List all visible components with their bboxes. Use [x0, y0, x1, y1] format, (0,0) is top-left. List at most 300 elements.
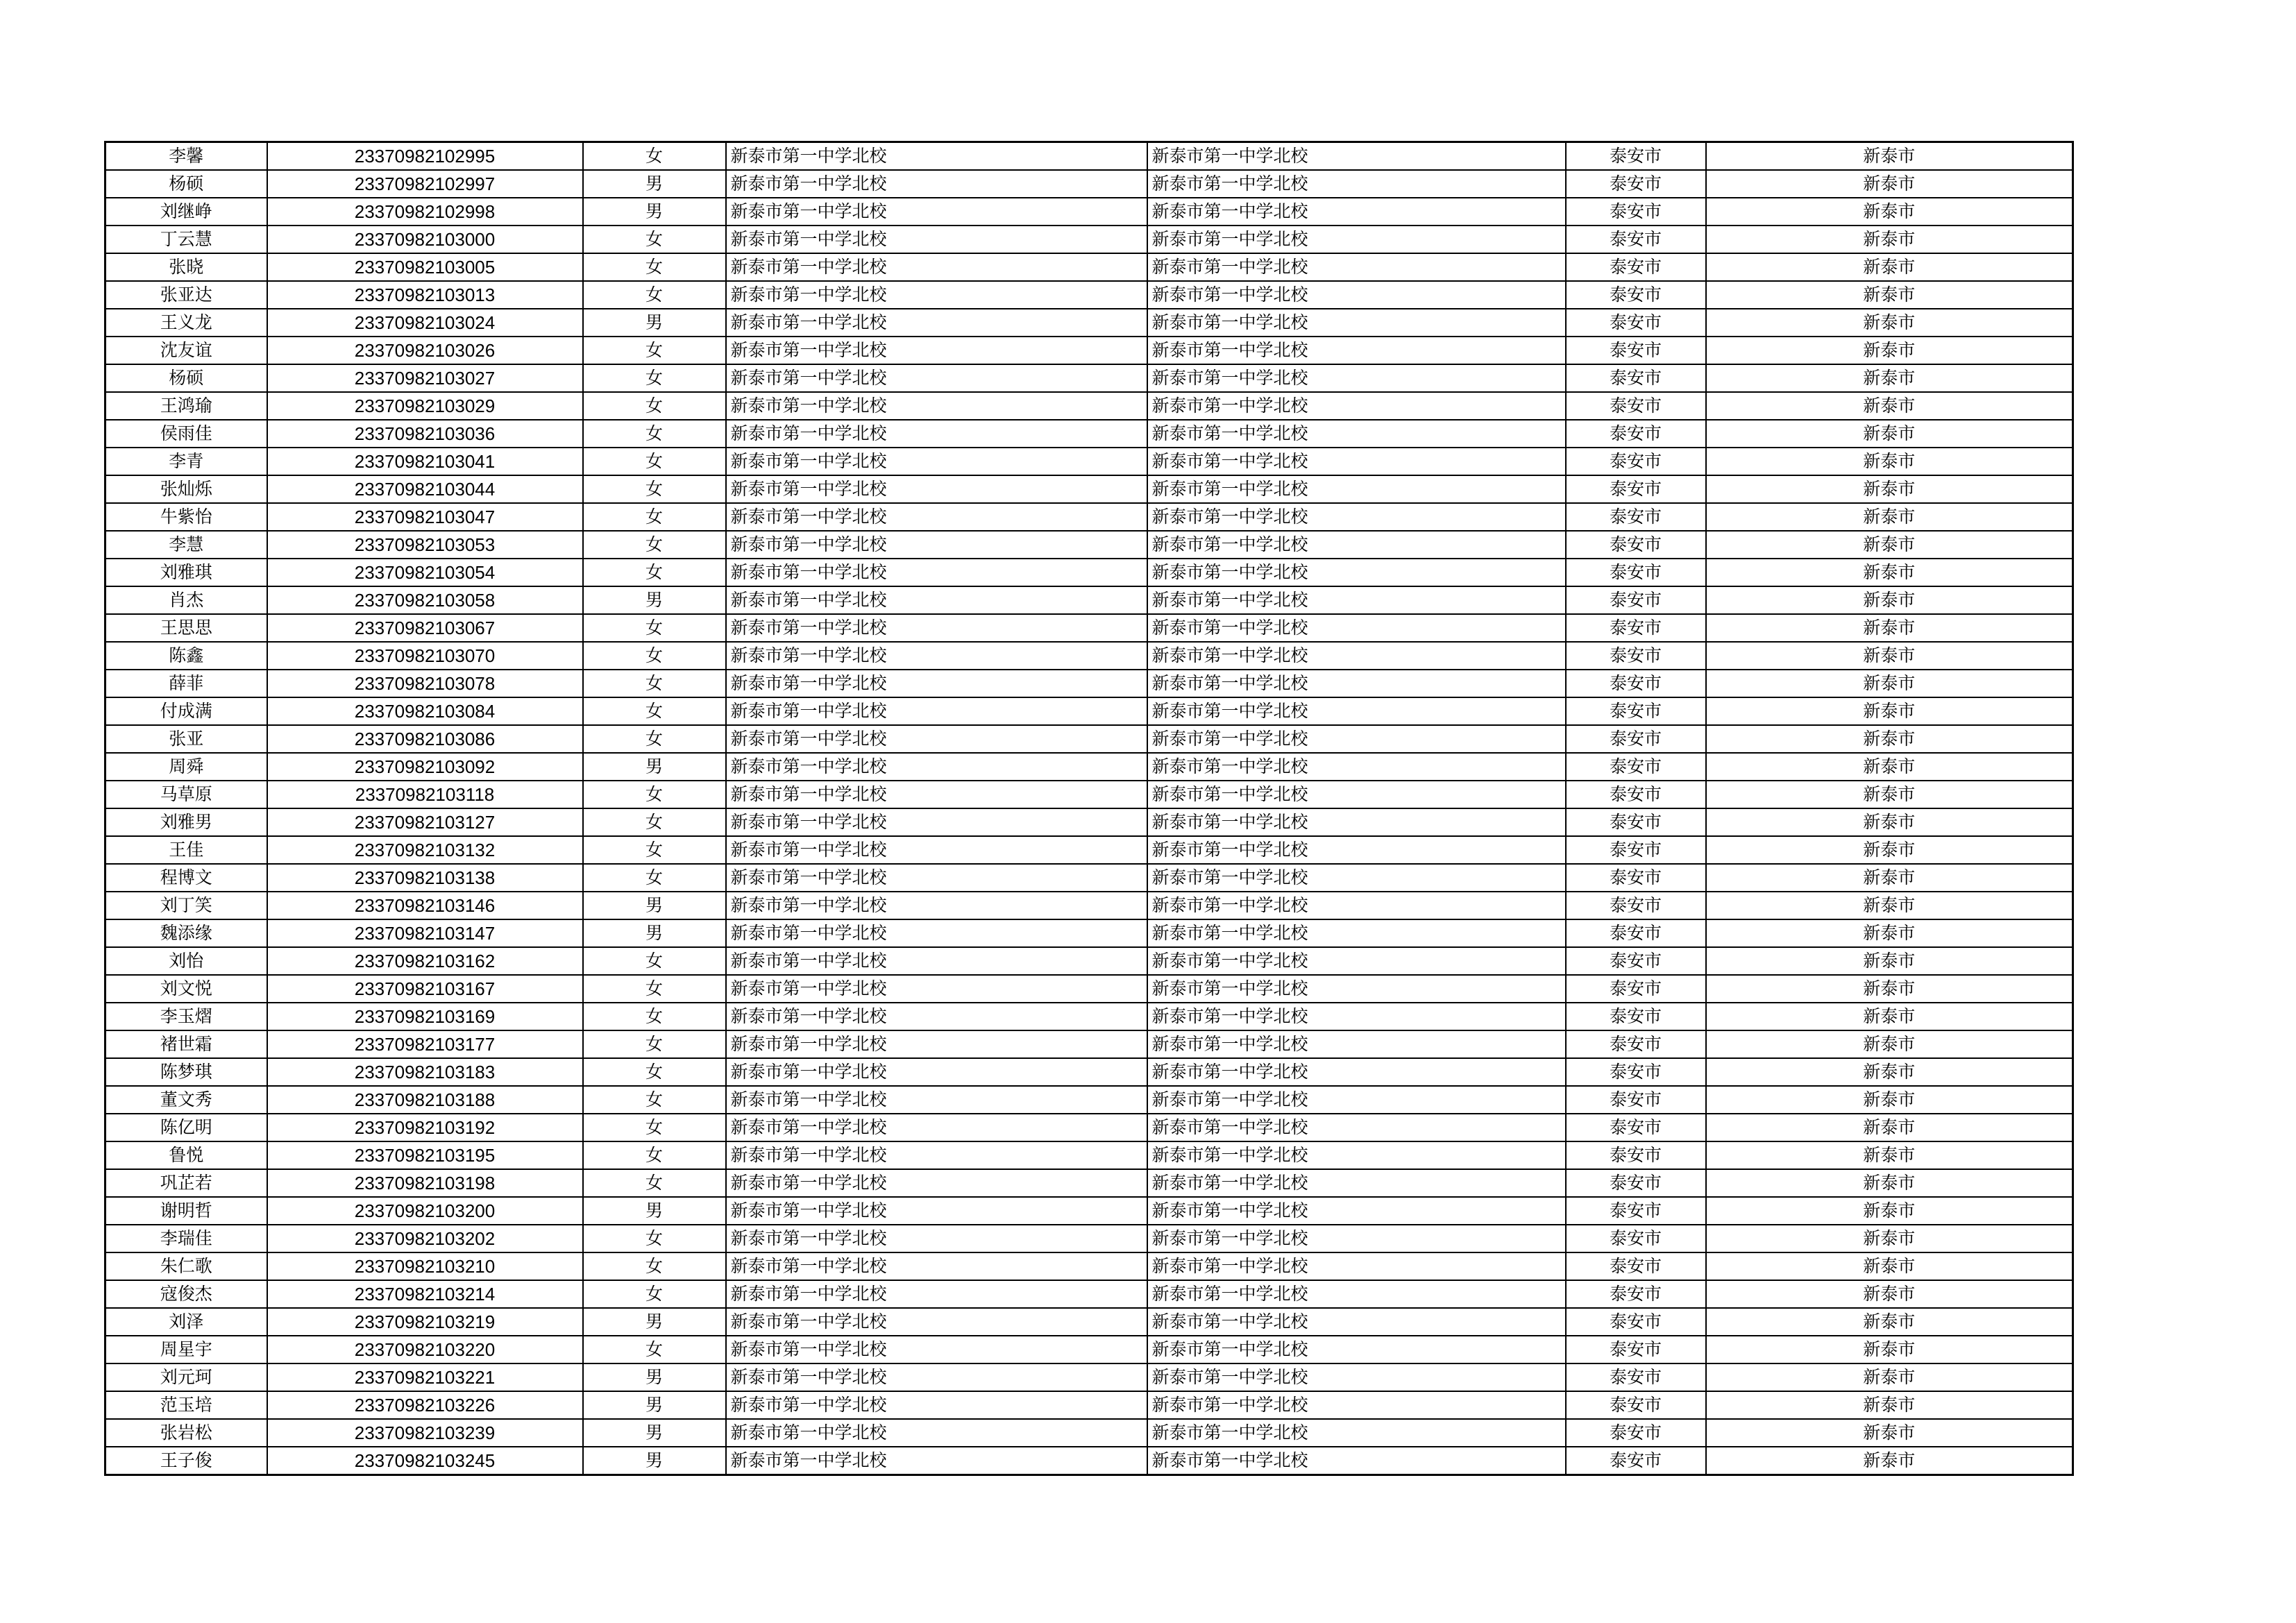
registration-school-cell: 新泰市第一中学北校	[1147, 1363, 1566, 1391]
registration-school-cell: 新泰市第一中学北校	[1147, 1030, 1566, 1058]
exam-id-cell: 23370982103169	[267, 1003, 583, 1030]
county-cell: 新泰市	[1706, 1030, 2073, 1058]
city-cell: 泰安市	[1566, 1336, 1706, 1363]
county-cell: 新泰市	[1706, 503, 2073, 531]
county-cell: 新泰市	[1706, 1003, 2073, 1030]
gender-cell: 女	[583, 614, 726, 642]
gender-cell: 女	[583, 1280, 726, 1308]
name-cell: 程博文	[105, 864, 267, 892]
student-list-table	[104, 141, 2074, 1476]
exam-id-cell: 23370982103013	[267, 281, 583, 309]
table-row	[105, 170, 2073, 198]
table-row	[105, 808, 2073, 836]
school-cell: 新泰市第一中学北校	[726, 808, 1147, 836]
city-cell: 泰安市	[1566, 1197, 1706, 1225]
name-cell: 董文秀	[105, 1086, 267, 1114]
table-row	[105, 503, 2073, 531]
county-cell: 新泰市	[1706, 892, 2073, 919]
name-cell: 马草原	[105, 781, 267, 808]
city-cell: 泰安市	[1566, 1141, 1706, 1169]
county-cell: 新泰市	[1706, 448, 2073, 475]
gender-cell: 女	[583, 670, 726, 697]
table-row	[105, 753, 2073, 781]
school-cell: 新泰市第一中学北校	[726, 170, 1147, 198]
name-cell: 刘怡	[105, 947, 267, 975]
exam-id-cell: 23370982103027	[267, 364, 583, 392]
exam-id-cell: 23370982103044	[267, 475, 583, 503]
exam-id-cell: 23370982103192	[267, 1114, 583, 1141]
city-cell: 泰安市	[1566, 947, 1706, 975]
exam-id-cell: 23370982103058	[267, 586, 583, 614]
name-cell: 李青	[105, 448, 267, 475]
county-cell: 新泰市	[1706, 1197, 2073, 1225]
exam-id-cell: 23370982103188	[267, 1086, 583, 1114]
school-cell: 新泰市第一中学北校	[726, 1058, 1147, 1086]
exam-id-cell: 23370982103005	[267, 253, 583, 281]
registration-school-cell: 新泰市第一中学北校	[1147, 1419, 1566, 1447]
table-row	[105, 1308, 2073, 1336]
city-cell: 泰安市	[1566, 1447, 1706, 1475]
gender-cell: 女	[583, 337, 726, 364]
name-cell: 薛菲	[105, 670, 267, 697]
table-row	[105, 1058, 2073, 1086]
gender-cell: 女	[583, 364, 726, 392]
exam-id-cell: 23370982103214	[267, 1280, 583, 1308]
school-cell: 新泰市第一中学北校	[726, 364, 1147, 392]
city-cell: 泰安市	[1566, 1308, 1706, 1336]
table-row	[105, 1169, 2073, 1197]
school-cell: 新泰市第一中学北校	[726, 531, 1147, 559]
registration-school-cell: 新泰市第一中学北校	[1147, 253, 1566, 281]
gender-cell: 男	[583, 919, 726, 947]
city-cell: 泰安市	[1566, 919, 1706, 947]
registration-school-cell: 新泰市第一中学北校	[1147, 420, 1566, 448]
name-cell: 寇俊杰	[105, 1280, 267, 1308]
school-cell: 新泰市第一中学北校	[726, 392, 1147, 420]
county-cell: 新泰市	[1706, 420, 2073, 448]
registration-school-cell: 新泰市第一中学北校	[1147, 475, 1566, 503]
school-cell: 新泰市第一中学北校	[726, 1391, 1147, 1419]
registration-school-cell: 新泰市第一中学北校	[1147, 392, 1566, 420]
exam-id-cell: 23370982103195	[267, 1141, 583, 1169]
exam-id-cell: 23370982103162	[267, 947, 583, 975]
table-row	[105, 448, 2073, 475]
county-cell: 新泰市	[1706, 642, 2073, 670]
county-cell: 新泰市	[1706, 475, 2073, 503]
city-cell: 泰安市	[1566, 1363, 1706, 1391]
gender-cell: 女	[583, 947, 726, 975]
city-cell: 泰安市	[1566, 697, 1706, 725]
table-row	[105, 697, 2073, 725]
school-cell: 新泰市第一中学北校	[726, 947, 1147, 975]
gender-cell: 男	[583, 309, 726, 337]
city-cell: 泰安市	[1566, 725, 1706, 753]
city-cell: 泰安市	[1566, 670, 1706, 697]
gender-cell: 女	[583, 642, 726, 670]
city-cell: 泰安市	[1566, 420, 1706, 448]
table-row	[105, 1280, 2073, 1308]
school-cell: 新泰市第一中学北校	[726, 309, 1147, 337]
table-row	[105, 1003, 2073, 1030]
county-cell: 新泰市	[1706, 531, 2073, 559]
table-row	[105, 142, 2073, 171]
registration-school-cell: 新泰市第一中学北校	[1147, 226, 1566, 253]
county-cell: 新泰市	[1706, 309, 2073, 337]
exam-id-cell: 23370982103219	[267, 1308, 583, 1336]
table-row	[105, 364, 2073, 392]
city-cell: 泰安市	[1566, 808, 1706, 836]
gender-cell: 男	[583, 586, 726, 614]
registration-school-cell: 新泰市第一中学北校	[1147, 309, 1566, 337]
registration-school-cell: 新泰市第一中学北校	[1147, 364, 1566, 392]
registration-school-cell: 新泰市第一中学北校	[1147, 1447, 1566, 1475]
exam-id-cell: 23370982103220	[267, 1336, 583, 1363]
name-cell: 陈鑫	[105, 642, 267, 670]
county-cell: 新泰市	[1706, 337, 2073, 364]
table-row	[105, 1447, 2073, 1475]
school-cell: 新泰市第一中学北校	[726, 503, 1147, 531]
school-cell: 新泰市第一中学北校	[726, 281, 1147, 309]
county-cell: 新泰市	[1706, 697, 2073, 725]
exam-id-cell: 23370982103146	[267, 892, 583, 919]
exam-id-cell: 23370982103024	[267, 309, 583, 337]
gender-cell: 女	[583, 559, 726, 586]
school-cell: 新泰市第一中学北校	[726, 1030, 1147, 1058]
school-cell: 新泰市第一中学北校	[726, 420, 1147, 448]
school-cell: 新泰市第一中学北校	[726, 142, 1147, 171]
school-cell: 新泰市第一中学北校	[726, 1363, 1147, 1391]
name-cell: 张灿烁	[105, 475, 267, 503]
exam-id-cell: 23370982103092	[267, 753, 583, 781]
gender-cell: 女	[583, 697, 726, 725]
table-row	[105, 1252, 2073, 1280]
table-row	[105, 642, 2073, 670]
school-cell: 新泰市第一中学北校	[726, 1003, 1147, 1030]
name-cell: 付成满	[105, 697, 267, 725]
table-row	[105, 670, 2073, 697]
gender-cell: 女	[583, 1225, 726, 1252]
county-cell: 新泰市	[1706, 392, 2073, 420]
registration-school-cell: 新泰市第一中学北校	[1147, 281, 1566, 309]
registration-school-cell: 新泰市第一中学北校	[1147, 614, 1566, 642]
county-cell: 新泰市	[1706, 1252, 2073, 1280]
table-row	[105, 1336, 2073, 1363]
registration-school-cell: 新泰市第一中学北校	[1147, 1280, 1566, 1308]
city-cell: 泰安市	[1566, 142, 1706, 171]
registration-school-cell: 新泰市第一中学北校	[1147, 1169, 1566, 1197]
registration-school-cell: 新泰市第一中学北校	[1147, 198, 1566, 226]
name-cell: 王思思	[105, 614, 267, 642]
gender-cell: 女	[583, 1086, 726, 1114]
exam-id-cell: 23370982103127	[267, 808, 583, 836]
school-cell: 新泰市第一中学北校	[726, 864, 1147, 892]
table-row	[105, 1086, 2073, 1114]
city-cell: 泰安市	[1566, 614, 1706, 642]
county-cell: 新泰市	[1706, 1336, 2073, 1363]
table-row	[105, 1197, 2073, 1225]
school-cell: 新泰市第一中学北校	[726, 1225, 1147, 1252]
registration-school-cell: 新泰市第一中学北校	[1147, 170, 1566, 198]
exam-id-cell: 23370982103084	[267, 697, 583, 725]
school-cell: 新泰市第一中学北校	[726, 1169, 1147, 1197]
city-cell: 泰安市	[1566, 1003, 1706, 1030]
registration-school-cell: 新泰市第一中学北校	[1147, 697, 1566, 725]
table-row	[105, 420, 2073, 448]
city-cell: 泰安市	[1566, 836, 1706, 864]
gender-cell: 男	[583, 198, 726, 226]
gender-cell: 女	[583, 475, 726, 503]
registration-school-cell: 新泰市第一中学北校	[1147, 1197, 1566, 1225]
exam-id-cell: 23370982103047	[267, 503, 583, 531]
gender-cell: 男	[583, 1419, 726, 1447]
gender-cell: 男	[583, 1391, 726, 1419]
county-cell: 新泰市	[1706, 1058, 2073, 1086]
county-cell: 新泰市	[1706, 559, 2073, 586]
county-cell: 新泰市	[1706, 1419, 2073, 1447]
exam-id-cell: 23370982103210	[267, 1252, 583, 1280]
gender-cell: 男	[583, 892, 726, 919]
exam-id-cell: 23370982103221	[267, 1363, 583, 1391]
exam-id-cell: 23370982103000	[267, 226, 583, 253]
school-cell: 新泰市第一中学北校	[726, 1308, 1147, 1336]
county-cell: 新泰市	[1706, 281, 2073, 309]
exam-id-cell: 23370982103026	[267, 337, 583, 364]
city-cell: 泰安市	[1566, 475, 1706, 503]
gender-cell: 女	[583, 808, 726, 836]
name-cell: 刘丁笑	[105, 892, 267, 919]
school-cell: 新泰市第一中学北校	[726, 1141, 1147, 1169]
city-cell: 泰安市	[1566, 892, 1706, 919]
school-cell: 新泰市第一中学北校	[726, 1086, 1147, 1114]
registration-school-cell: 新泰市第一中学北校	[1147, 1308, 1566, 1336]
city-cell: 泰安市	[1566, 559, 1706, 586]
city-cell: 泰安市	[1566, 198, 1706, 226]
table-body	[105, 142, 2073, 1475]
name-cell: 牛紫怡	[105, 503, 267, 531]
name-cell: 李瑞佳	[105, 1225, 267, 1252]
table-row	[105, 309, 2073, 337]
registration-school-cell: 新泰市第一中学北校	[1147, 1058, 1566, 1086]
registration-school-cell: 新泰市第一中学北校	[1147, 642, 1566, 670]
county-cell: 新泰市	[1706, 864, 2073, 892]
city-cell: 泰安市	[1566, 1086, 1706, 1114]
exam-id-cell: 23370982103086	[267, 725, 583, 753]
exam-id-cell: 23370982103029	[267, 392, 583, 420]
gender-cell: 女	[583, 531, 726, 559]
school-cell: 新泰市第一中学北校	[726, 1197, 1147, 1225]
name-cell: 朱仁歌	[105, 1252, 267, 1280]
county-cell: 新泰市	[1706, 1169, 2073, 1197]
gender-cell: 女	[583, 781, 726, 808]
county-cell: 新泰市	[1706, 836, 2073, 864]
school-cell: 新泰市第一中学北校	[726, 1114, 1147, 1141]
name-cell: 陈梦琪	[105, 1058, 267, 1086]
city-cell: 泰安市	[1566, 531, 1706, 559]
name-cell: 肖杰	[105, 586, 267, 614]
school-cell: 新泰市第一中学北校	[726, 198, 1147, 226]
table-row	[105, 226, 2073, 253]
school-cell: 新泰市第一中学北校	[726, 892, 1147, 919]
table-row	[105, 836, 2073, 864]
gender-cell: 女	[583, 1114, 726, 1141]
registration-school-cell: 新泰市第一中学北校	[1147, 836, 1566, 864]
school-cell: 新泰市第一中学北校	[726, 448, 1147, 475]
table-row	[105, 559, 2073, 586]
name-cell: 范玉培	[105, 1391, 267, 1419]
registration-school-cell: 新泰市第一中学北校	[1147, 892, 1566, 919]
county-cell: 新泰市	[1706, 614, 2073, 642]
county-cell: 新泰市	[1706, 142, 2073, 171]
city-cell: 泰安市	[1566, 281, 1706, 309]
county-cell: 新泰市	[1706, 170, 2073, 198]
county-cell: 新泰市	[1706, 1114, 2073, 1141]
gender-cell: 女	[583, 420, 726, 448]
gender-cell: 女	[583, 448, 726, 475]
school-cell: 新泰市第一中学北校	[726, 475, 1147, 503]
gender-cell: 女	[583, 1141, 726, 1169]
exam-id-cell: 23370982102998	[267, 198, 583, 226]
name-cell: 鲁悦	[105, 1141, 267, 1169]
school-cell: 新泰市第一中学北校	[726, 975, 1147, 1003]
county-cell: 新泰市	[1706, 753, 2073, 781]
city-cell: 泰安市	[1566, 448, 1706, 475]
name-cell: 侯雨佳	[105, 420, 267, 448]
exam-id-cell: 23370982103202	[267, 1225, 583, 1252]
registration-school-cell: 新泰市第一中学北校	[1147, 919, 1566, 947]
county-cell: 新泰市	[1706, 670, 2073, 697]
school-cell: 新泰市第一中学北校	[726, 836, 1147, 864]
registration-school-cell: 新泰市第一中学北校	[1147, 725, 1566, 753]
county-cell: 新泰市	[1706, 1280, 2073, 1308]
county-cell: 新泰市	[1706, 226, 2073, 253]
city-cell: 泰安市	[1566, 364, 1706, 392]
county-cell: 新泰市	[1706, 1447, 2073, 1475]
table-row	[105, 781, 2073, 808]
name-cell: 丁云慧	[105, 226, 267, 253]
county-cell: 新泰市	[1706, 1086, 2073, 1114]
county-cell: 新泰市	[1706, 364, 2073, 392]
table-row	[105, 1141, 2073, 1169]
gender-cell: 女	[583, 226, 726, 253]
exam-id-cell: 23370982103167	[267, 975, 583, 1003]
county-cell: 新泰市	[1706, 1391, 2073, 1419]
table-row	[105, 586, 2073, 614]
school-cell: 新泰市第一中学北校	[726, 614, 1147, 642]
exam-id-cell: 23370982103183	[267, 1058, 583, 1086]
name-cell: 李玉熠	[105, 1003, 267, 1030]
registration-school-cell: 新泰市第一中学北校	[1147, 1225, 1566, 1252]
name-cell: 张岩松	[105, 1419, 267, 1447]
table-row	[105, 281, 2073, 309]
city-cell: 泰安市	[1566, 1225, 1706, 1252]
name-cell: 刘泽	[105, 1308, 267, 1336]
city-cell: 泰安市	[1566, 226, 1706, 253]
exam-id-cell: 23370982103054	[267, 559, 583, 586]
exam-id-cell: 23370982103177	[267, 1030, 583, 1058]
gender-cell: 女	[583, 975, 726, 1003]
county-cell: 新泰市	[1706, 198, 2073, 226]
table-row	[105, 1391, 2073, 1419]
school-cell: 新泰市第一中学北校	[726, 919, 1147, 947]
gender-cell: 男	[583, 170, 726, 198]
county-cell: 新泰市	[1706, 947, 2073, 975]
school-cell: 新泰市第一中学北校	[726, 1336, 1147, 1363]
school-cell: 新泰市第一中学北校	[726, 1280, 1147, 1308]
registration-school-cell: 新泰市第一中学北校	[1147, 670, 1566, 697]
name-cell: 魏添缘	[105, 919, 267, 947]
gender-cell: 女	[583, 281, 726, 309]
school-cell: 新泰市第一中学北校	[726, 337, 1147, 364]
table-row	[105, 1225, 2073, 1252]
table-row	[105, 253, 2073, 281]
gender-cell: 女	[583, 503, 726, 531]
name-cell: 沈友谊	[105, 337, 267, 364]
name-cell: 李馨	[105, 142, 267, 171]
school-cell: 新泰市第一中学北校	[726, 1447, 1147, 1475]
city-cell: 泰安市	[1566, 753, 1706, 781]
registration-school-cell: 新泰市第一中学北校	[1147, 975, 1566, 1003]
name-cell: 陈亿明	[105, 1114, 267, 1141]
table-row	[105, 1419, 2073, 1447]
city-cell: 泰安市	[1566, 392, 1706, 420]
city-cell: 泰安市	[1566, 1030, 1706, 1058]
exam-id-cell: 23370982103053	[267, 531, 583, 559]
county-cell: 新泰市	[1706, 1225, 2073, 1252]
school-cell: 新泰市第一中学北校	[726, 753, 1147, 781]
table-row	[105, 614, 2073, 642]
school-cell: 新泰市第一中学北校	[726, 725, 1147, 753]
exam-id-cell: 23370982103078	[267, 670, 583, 697]
exam-id-cell: 23370982103147	[267, 919, 583, 947]
exam-id-cell: 23370982103198	[267, 1169, 583, 1197]
city-cell: 泰安市	[1566, 337, 1706, 364]
registration-school-cell: 新泰市第一中学北校	[1147, 448, 1566, 475]
registration-school-cell: 新泰市第一中学北校	[1147, 586, 1566, 614]
city-cell: 泰安市	[1566, 1252, 1706, 1280]
table-row	[105, 1363, 2073, 1391]
exam-id-cell: 23370982103118	[267, 781, 583, 808]
county-cell: 新泰市	[1706, 586, 2073, 614]
city-cell: 泰安市	[1566, 781, 1706, 808]
table-row	[105, 975, 2073, 1003]
name-cell: 王义龙	[105, 309, 267, 337]
name-cell: 王子俊	[105, 1447, 267, 1475]
table-row	[105, 475, 2073, 503]
school-cell: 新泰市第一中学北校	[726, 253, 1147, 281]
table-row	[105, 198, 2073, 226]
name-cell: 周星宇	[105, 1336, 267, 1363]
name-cell: 巩芷若	[105, 1169, 267, 1197]
gender-cell: 男	[583, 1308, 726, 1336]
registration-school-cell: 新泰市第一中学北校	[1147, 864, 1566, 892]
gender-cell: 男	[583, 1197, 726, 1225]
registration-school-cell: 新泰市第一中学北校	[1147, 142, 1566, 171]
city-cell: 泰安市	[1566, 1280, 1706, 1308]
school-cell: 新泰市第一中学北校	[726, 226, 1147, 253]
gender-cell: 女	[583, 1169, 726, 1197]
county-cell: 新泰市	[1706, 781, 2073, 808]
name-cell: 刘文悦	[105, 975, 267, 1003]
city-cell: 泰安市	[1566, 586, 1706, 614]
name-cell: 谢明哲	[105, 1197, 267, 1225]
table-row	[105, 725, 2073, 753]
city-cell: 泰安市	[1566, 1419, 1706, 1447]
registration-school-cell: 新泰市第一中学北校	[1147, 1141, 1566, 1169]
gender-cell: 男	[583, 1447, 726, 1475]
name-cell: 杨硕	[105, 170, 267, 198]
table-row	[105, 392, 2073, 420]
county-cell: 新泰市	[1706, 1308, 2073, 1336]
